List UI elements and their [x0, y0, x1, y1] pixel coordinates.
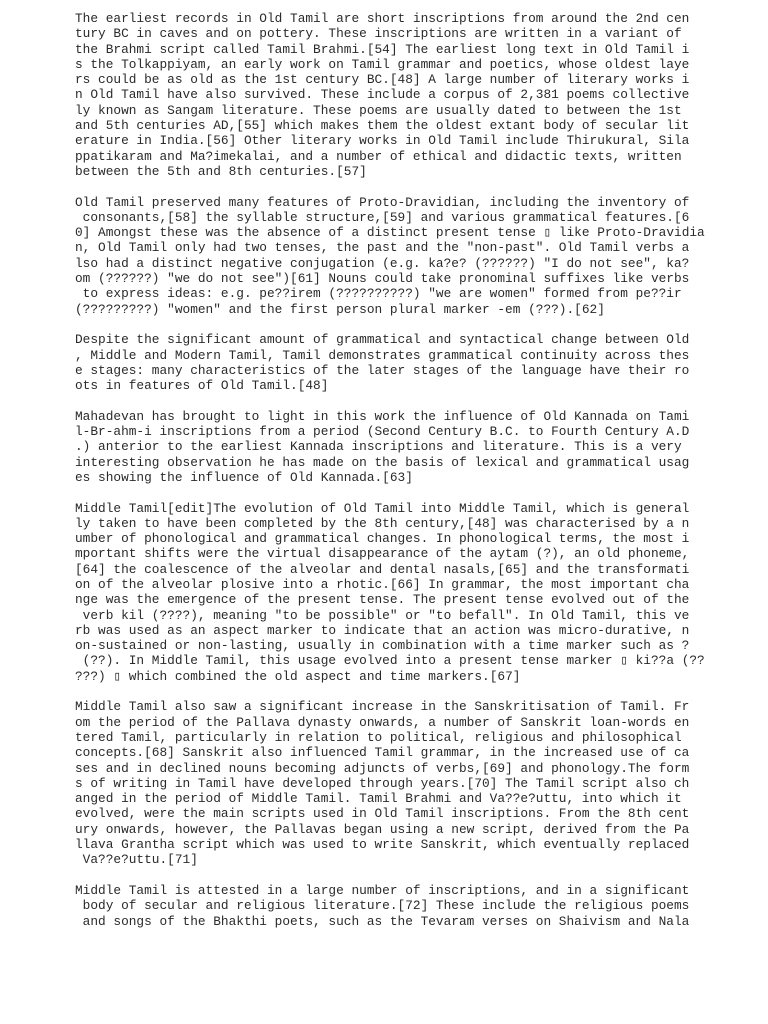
text-line: verb kil (????), meaning "to be possible" or "to befall". In Old Tamil, this ve — [75, 607, 690, 623]
paragraph — [75, 408, 690, 485]
text-line: nge was the emergence of the present tense. The present tense evolved out of the — [75, 592, 690, 608]
text-line: n, Old Tamil only had two tenses, the past and the "non-past". Old Tamil verbs a — [75, 240, 690, 256]
text-line: ses and in declined nouns becoming adjuncts of verbs,[69] and phonology.The form — [75, 760, 690, 776]
text-line: consonants,[58] the syllable structure,[59] and various grammatical features.[6 — [75, 209, 690, 225]
text-line: ots in features of Old Tamil.[48] — [75, 378, 329, 394]
text-line: rs could be as old as the 1st century BC.[48] A large number of literary works i — [75, 72, 690, 88]
text-line: lso had a distinct negative conjugation (e.g. ka?e? (??????) "I do not see", ka? — [75, 255, 690, 271]
text-line: The earliest records in Old Tamil are short inscriptions from around the 2nd cen — [75, 11, 690, 26]
paragraph — [75, 500, 705, 685]
text-line: Old Tamil preserved many features of Proto-Dravidian, including the inventory of — [75, 194, 690, 210]
text-line: s of writing in Tamil have developed through years.[70] The Tamil script also ch — [75, 775, 690, 791]
text-line: om (??????) "we do not see")[61] Nouns could take pronominal suffixes like verbs — [75, 271, 690, 287]
text-line: om the period of the Pallava dynasty onwards, a number of Sanskrit loan-words en — [75, 714, 690, 730]
text-line: 0] Amongst these was the absence of a distinct present tense ▯ like Proto-Dravidia — [75, 225, 705, 241]
text-line: , Middle and Modern Tamil, Tamil demonstrates grammatical continuity across thes — [75, 347, 690, 363]
text-line: Middle Tamil is attested in a large number of inscriptions, and in a significant — [75, 882, 690, 898]
text-line: s the Tolkappiyam, an early work on Tamil grammar and poetics, whose oldest laye — [75, 56, 690, 72]
document-page — [75, 11, 705, 944]
text-line: body of secular and religious literature.[72] These include the religious poems — [75, 898, 690, 914]
text-line: between the 5th and 8th centuries.[57] — [75, 163, 367, 179]
text-line: to express ideas: e.g. pe??irem (??????????) "we are women" formed from pe??ir — [75, 286, 682, 302]
text-line: umber of phonological and grammatical changes. In phonological terms, the most i — [75, 531, 690, 547]
paragraph — [75, 699, 690, 868]
text-line: (?????????) "women" and the first person plural marker -em (???).[62] — [75, 301, 605, 317]
paragraph — [75, 11, 690, 179]
text-line: on-sustained or non-lasting, usually in combination with a time marker such as ? — [75, 638, 690, 654]
text-line: [64] the coalescence of the alveolar and dental nasals,[65] and the transformati — [75, 561, 690, 577]
text-line: Middle Tamil also saw a significant increase in the Sanskritisation of Tamil. Fr — [75, 699, 690, 715]
text-line: the Brahmi script called Tamil Brahmi.[54] The earliest long text in Old Tamil i — [75, 41, 690, 57]
text-line: anged in the period of Middle Tamil. Tamil Brahmi and Va??e?uttu, into which it — [75, 791, 682, 807]
text-line: ppatikaram and Ma?imekalai, and a number of ethical and didactic texts, written — [75, 148, 682, 164]
text-line: Middle Tamil[edit]The evolution of Old Tamil into Middle Tamil, which is general — [75, 500, 690, 516]
text-line: on of the alveolar plosive into a rhotic.[66] In grammar, the most important cha — [75, 576, 690, 592]
paragraph — [75, 332, 690, 394]
text-line: Despite the significant amount of grammatical and syntactical change between Old — [75, 332, 690, 348]
text-line: ???) ▯ which combined the old aspect and time markers.[67] — [75, 668, 521, 684]
text-line: tury BC in caves and on pottery. These inscriptions are written in a variant of — [75, 26, 682, 42]
text-line: (??). In Middle Tamil, this usage evolved into a present tense marker ▯ ki??a (?? — [75, 653, 705, 669]
text-line: ly taken to have been completed by the 8th century,[48] was characterised by a n — [75, 515, 690, 531]
text-line: rb was used as an aspect marker to indicate that an action was micro-durative, n — [75, 622, 690, 638]
text-line: mportant shifts were the virtual disappearance of the aytam (?), an old phoneme, — [75, 546, 690, 562]
text-line: .) anterior to the earliest Kannada inscriptions and literature. This is a very — [75, 439, 682, 455]
text-line: erature in India.[56] Other literary works in Old Tamil include Thirukural, Sila — [75, 133, 690, 149]
text-line: concepts.[68] Sanskrit also influenced Tamil grammar, in the increased use of ca — [75, 745, 690, 761]
text-line: ury onwards, however, the Pallavas began using a new script, derived from the Pa — [75, 821, 690, 837]
paragraph — [75, 882, 690, 929]
text-line: evolved, were the main scripts used in Old Tamil inscriptions. From the 8th cent — [75, 806, 690, 822]
text-line: and 5th centuries AD,[55] which makes them the oldest extant body of secular lit — [75, 118, 690, 134]
text-line: interesting observation he has made on the basis of lexical and grammatical usag — [75, 454, 690, 470]
text-line: tered Tamil, particularly in relation to political, religious and philosophical — [75, 729, 682, 745]
text-line: Mahadevan has brought to light in this work the influence of Old Kannada on Tami — [75, 408, 690, 424]
text-line: llava Grantha script which was used to write Sanskrit, which eventually replaced — [75, 837, 690, 853]
text-line: l-Br-ahm-i inscriptions from a period (Second Century B.C. to Fourth Century A.D — [75, 424, 690, 440]
text-line: n Old Tamil have also survived. These include a corpus of 2,381 poems collective — [75, 87, 690, 103]
text-line: es showing the influence of Old Kannada.[63] — [75, 469, 413, 485]
text-line: Va??e?uttu.[71] — [75, 852, 198, 868]
text-line: e stages: many characteristics of the later stages of the language have their ro — [75, 362, 690, 378]
text-line: ly known as Sangam literature. These poems are usually dated to between the 1st — [75, 102, 682, 118]
text-line: and songs of the Bhakthi poets, such as the Tevaram verses on Shaivism and Nala — [75, 913, 690, 929]
paragraph — [75, 194, 705, 317]
